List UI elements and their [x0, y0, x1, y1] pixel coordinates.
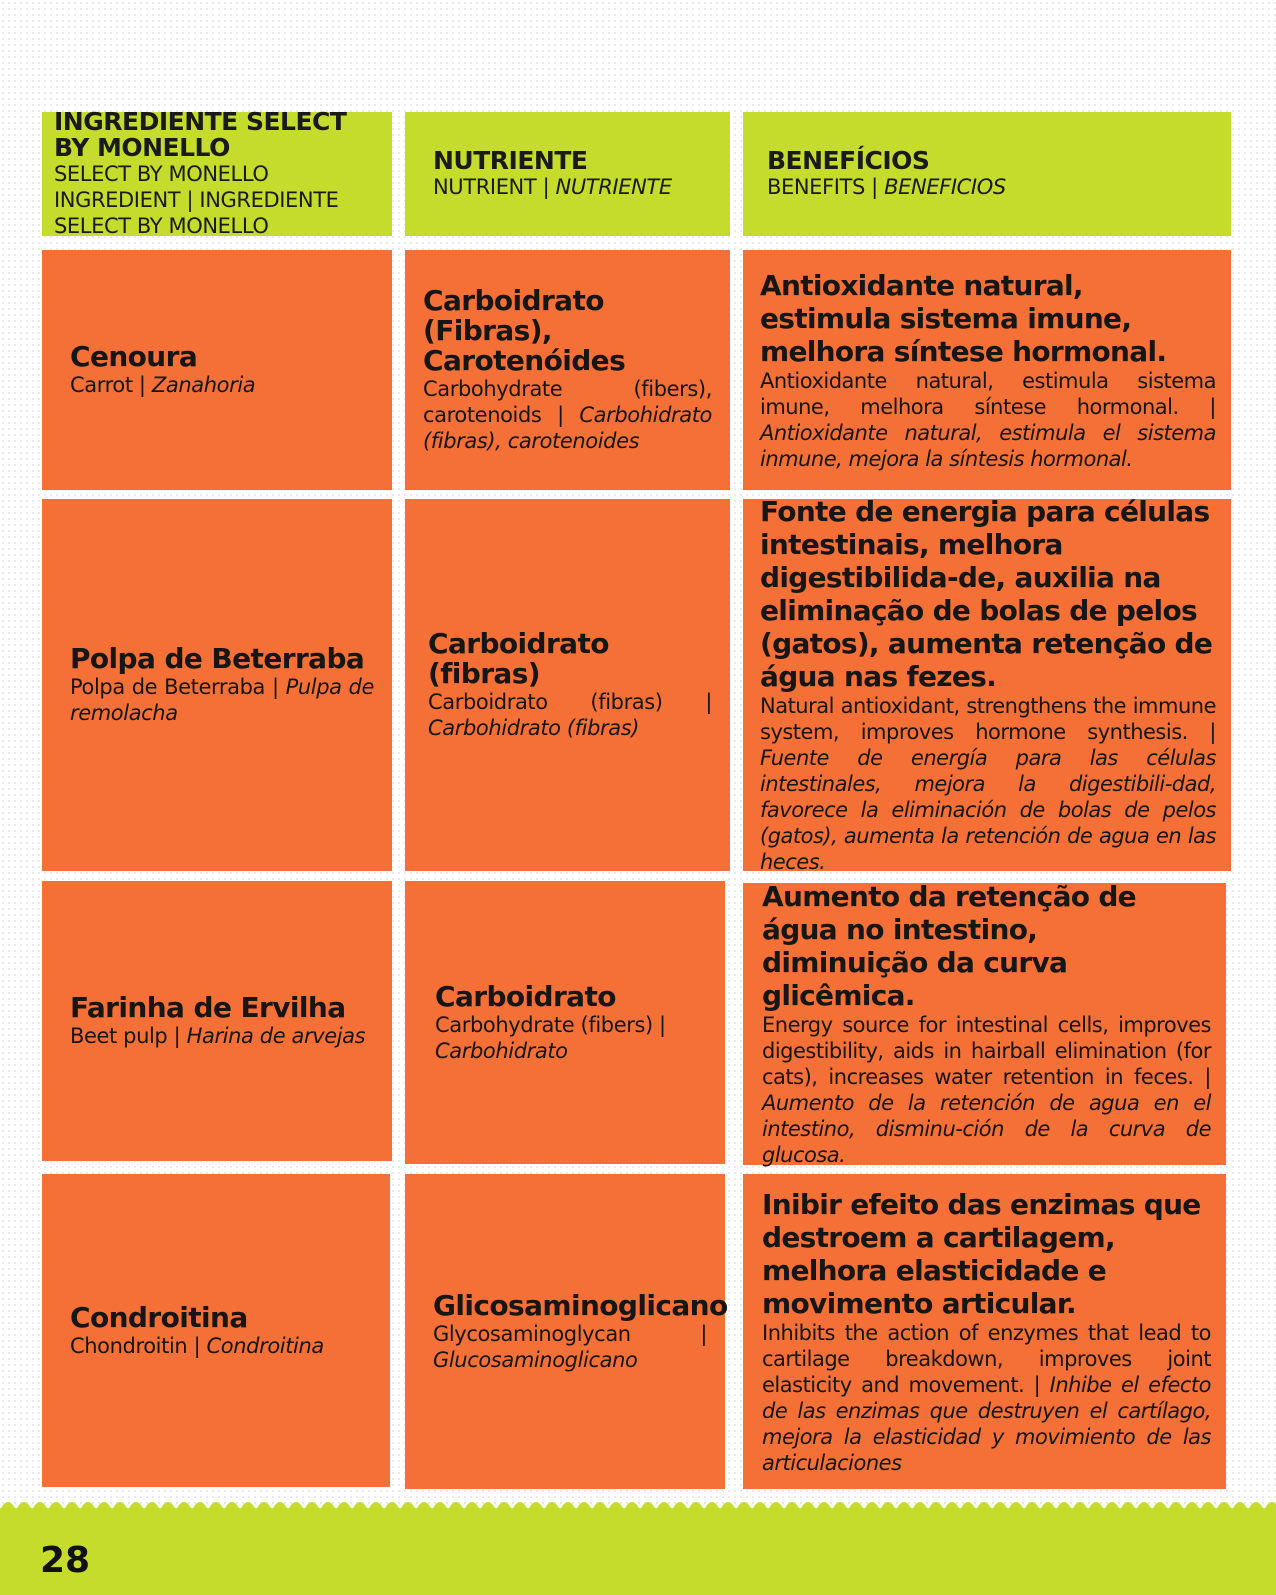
header-nutrient-sub-italic: NUTRIENTE — [555, 175, 672, 199]
row-2-ingredient-name: Polpa de Beterraba — [70, 642, 365, 675]
header-ingredient — [42, 107, 392, 238]
row-3-nutrient-es: Carbohidrato — [435, 1038, 568, 1063]
row-4-benefit-title: Inibir efeito das enzimas que destroem a cartilagem, melhora elasticidade e movimento articular. — [762, 1187, 1201, 1320]
row-4-ingredient-es: Condroitina — [206, 1333, 324, 1358]
header-nutrient — [405, 112, 730, 236]
row-1-ingredient-en: Carrot | — [70, 373, 152, 397]
row-4-benefit-cell — [743, 1174, 1226, 1489]
row-1-nutrient-cell — [405, 250, 730, 490]
row-2-benefit-es: Fuente de energía para las células intestinales, mejora la digestibili-dad, favorece la eliminación de bolas de pelos (gatos), aumenta la retención de agua en las heces. — [760, 746, 1216, 874]
row-2-nutrient-es: Carbohidrato (fibras) — [428, 716, 640, 740]
row-4-nutrient-cell — [405, 1174, 728, 1489]
row-2-benefit-en: Natural antioxidant, strengthens the immune system, improves hormone synthesis. | — [760, 694, 1216, 744]
row-4-nutrient-en: Glycosaminoglycan | — [433, 1321, 707, 1346]
header-ingredient-subtitle: SELECT BY MONELLO INGREDIENT | INGREDIENTE SELECT BY MONELLO — [54, 162, 339, 238]
row-1-nutrient-name: Carboidrato (Fibras), Carotenóides — [423, 284, 626, 377]
page-number: 28 — [40, 1540, 91, 1581]
row-3-benefit-cell — [743, 880, 1226, 1167]
row-1-ingredient-name: Cenoura — [70, 340, 198, 373]
row-3-benefit-title: Aumento da retenção de água no intestino, diminuição da curva glicêmica. — [762, 880, 1136, 1012]
row-3-ingredient-translations — [70, 1023, 374, 1049]
row-3-benefit-text — [762, 1012, 1211, 1168]
row-4-nutrient-es: Glucosaminoglicano — [433, 1347, 638, 1372]
row-4-ingredient-en: Chondroitin | — [70, 1333, 207, 1358]
row-3-ingredient-en: Beet pulp | — [70, 1024, 187, 1048]
header-nutrient-subtitle — [433, 174, 718, 200]
row-4-benefit-text — [762, 1320, 1211, 1476]
row-1-ingredient-translations — [70, 372, 374, 398]
row-4-nutrient-translations — [433, 1321, 707, 1373]
row-2-ingredient-translations — [70, 674, 374, 726]
row-2-ingredient-en: Polpa de Beterraba | — [70, 675, 286, 699]
row-3-nutrient-name: Carboidrato — [435, 979, 616, 1013]
row-3-ingredient-name: Farinha de Ervilha — [70, 991, 346, 1024]
row-3-nutrient-translations — [435, 1012, 707, 1064]
row-1-nutrient-es: Carbohidrato (fibras), carotenoides — [423, 403, 712, 453]
row-2-nutrient-translations — [428, 689, 712, 741]
header-benefits-sub-italic: BENEFICIOS — [884, 175, 1006, 199]
row-2-benefit-cell — [743, 495, 1231, 874]
row-4-benefit-en: Inhibits the action of enzymes that lead to cartilage breakdown, improves joint elasticity and movement. | — [762, 1320, 1211, 1397]
header-benefits-subtitle — [767, 174, 1219, 200]
row-3-ingredient-cell — [42, 881, 392, 1161]
row-4-nutrient-name: Glicosaminoglicano — [433, 1288, 728, 1322]
header-benefits-sub-plain: BENEFITS | — [767, 175, 885, 199]
row-1-ingredient-cell — [42, 250, 392, 490]
row-1-ingredient-es: Zanahoria — [151, 373, 256, 397]
row-2-benefit-title: Fonte de energia para células intestinais, melhora digestibilida-de, auxilia na eliminação de bolas de pelos (gatos), aumenta retenção de água nas fezes. — [760, 495, 1213, 693]
row-2-ingredient-es: Pulpa de remolacha — [70, 675, 375, 725]
row-4-ingredient-cell — [42, 1174, 390, 1487]
row-4-benefit-es: Inhibe el efecto de las enzimas que destruyen el cartílago, mejora la elasticidad y movimiento de las articulaciones — [762, 1372, 1211, 1475]
header-benefits-title: BENEFÍCIOS — [767, 146, 930, 175]
header-ingredient-title: INGREDIENTE SELECT BY MONELLO — [54, 107, 347, 162]
row-3-benefit-en: Energy source for intestinal cells, improves digestibility, aids in hairball elimination (for cats), increases water retention in feces. | — [762, 1013, 1211, 1089]
row-1-nutrient-translations — [423, 376, 712, 454]
row-3-nutrient-en: Carbohydrate (fibers) | — [435, 1012, 666, 1037]
header-benefits — [743, 112, 1231, 236]
row-1-benefit-es: Antioxidante natural, estimula el sistema inmune, mejora la síntesis hormonal. — [760, 420, 1216, 471]
row-2-benefit-text — [760, 693, 1216, 875]
row-4-ingredient-translations — [70, 1333, 372, 1359]
row-1-benefit-text — [760, 368, 1216, 472]
row-2-nutrient-en: Carboidrato (fibras) | — [428, 690, 712, 714]
row-1-nutrient-en: Carbohydrate (fibers), carotenoids | — [423, 377, 712, 427]
row-2-nutrient-cell — [405, 499, 730, 871]
row-4-ingredient-name: Condroitina — [70, 1300, 248, 1334]
row-1-benefit-en: Antioxidante natural, estimula sistema imune, melhora síntese hormonal. | — [760, 368, 1216, 419]
row-3-nutrient-cell — [405, 881, 725, 1164]
row-1-benefit-title: Antioxidante natural, estimula sistema imune, melhora síntese hormonal. — [760, 268, 1167, 368]
row-3-ingredient-es: Harina de arvejas — [186, 1024, 366, 1048]
row-1-benefit-cell — [743, 250, 1231, 490]
header-nutrient-title: NUTRIENTE — [433, 146, 588, 175]
footer-band — [0, 1508, 1276, 1595]
row-3-benefit-es: Aumento de la retención de agua en el intestino, disminu-ción de la curva de glucosa. — [762, 1091, 1211, 1167]
header-nutrient-sub-plain: NUTRIENT | — [433, 175, 556, 199]
row-2-ingredient-cell — [42, 499, 392, 871]
row-2-nutrient-name: Carboidrato (fibras) — [428, 627, 609, 690]
